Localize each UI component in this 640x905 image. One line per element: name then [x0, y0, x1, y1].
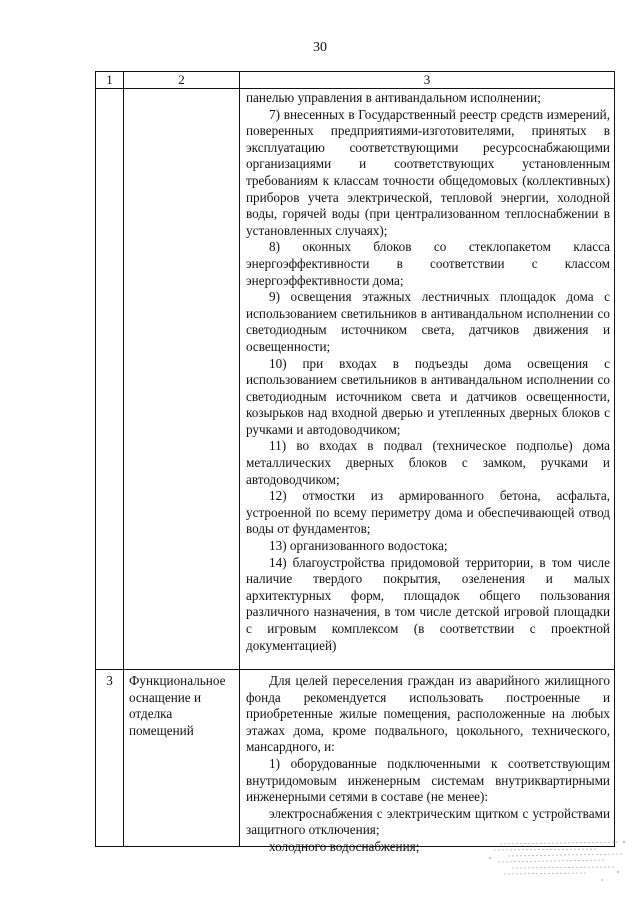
paragraph: 9) освещения этажных лестничных площадок дома с использованием светильников в антивандальном исполнении со светодиодным источником света, датчиков движения и освещенности;	[246, 289, 610, 354]
row-title-cell	[124, 89, 240, 669]
paragraph: 10) при входах в подъезды дома освещения с использованием светильников в антивандальном исполнении со светодиодным источником света и датчиков освещенности, козырьков над входной дверью и утепленных дверных блоков с ручками и автодоводчиком;	[246, 355, 610, 437]
paragraph: 7) внесенных в Государственный реестр средств измерений, поверенных предприятиями-изготовителями, принятых в эксплуатацию соответствующими ресурсоснабжающими организациями и соответствующих установленным требованиям к классам точности общедомовых (коллективных) приборов учета электрической, тепловой энергии, холодной воды, горячей воды (при централизованном теплоснабжении в установленных случаях);	[246, 106, 610, 238]
row-content-cell	[240, 670, 614, 854]
table-header-row	[96, 72, 614, 89]
paragraph: 12) отмостки из армированного бетона, асфальта, устроенной по всему периметру дома и обеспечивающей отвод воды от фундаментов;	[246, 488, 610, 537]
row-number-cell	[96, 89, 124, 669]
paragraph: 11) во входах в подвал (техническое подполье) дома металлических дверных блоков с замком, ручками и автодоводчиком;	[246, 438, 610, 487]
paragraph: панелью управления в антивандальном исполнении;	[246, 90, 541, 105]
paragraph: 13) организованного водостока;	[269, 538, 448, 554]
scan-stamp-mark	[478, 836, 628, 886]
table-row	[96, 670, 614, 854]
row-title-cell: Функциональное оснащение и отделка помещений	[124, 670, 240, 846]
row-content-cell	[240, 89, 614, 669]
paragraph: Для целей переселения граждан из аварийного жилищного фонда рекомендуется использовать построенные и приобретенные жилые помещения, расположенные на любых этажах дома, кроме подвального, цокольного, технического, мансардного, и:	[246, 673, 610, 755]
page-number: 30	[313, 40, 327, 55]
requirements-table	[95, 71, 615, 854]
paragraph: 8) оконных блоков со стеклопакетом класса энергоэффективности в соответствии с классом энергоэффективности дома;	[246, 239, 610, 288]
table-row	[96, 89, 614, 670]
column-header-1: 1	[96, 72, 124, 88]
paragraph: холодного водоснабжения;	[269, 838, 420, 854]
row-number-cell: 3	[96, 670, 124, 846]
paragraph: 14) благоустройства придомовой территории, в том числе наличие твердого покрытия, озеленения и малых архитектурных форм, площадок общего пользования различного назначения, в том числе детской игровой площадки с игровым комплексом (в соответствии с проектной документацией)	[246, 554, 610, 653]
column-header-3: 3	[423, 72, 431, 87]
column-header-2: 2	[124, 72, 240, 88]
paragraph: 1) оборудованные подключенными к соответствующим внутридомовым инженерным системам внутриквартирными инженерными сетями в составе (не менее):	[246, 755, 610, 805]
paragraph: электроснабжения с электрическим щитком с устройствами защитного отключения;	[246, 805, 610, 838]
